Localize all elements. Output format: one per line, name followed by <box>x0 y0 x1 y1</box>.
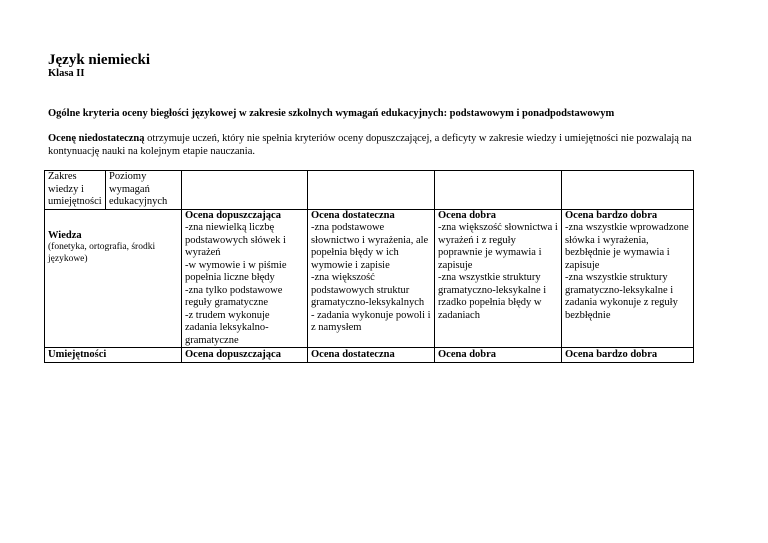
grade-cell-bardzo-dobra <box>562 209 694 348</box>
criteria-heading: Ogólne kryteria oceny biegłości językowej w zakresie szkolnych wymagań edukacyjnych: podstawowym i ponadpodstawowym <box>48 108 615 119</box>
header-empty-cell <box>182 171 308 210</box>
header-empty-cell <box>435 171 562 210</box>
grade-line: -zna wszystkie struktury gramatyczno-leksykalne i zadania wykonuje z reguły bezbłędnie <box>565 272 678 321</box>
document-subtitle: Klasa II <box>48 68 85 79</box>
grade-line: -zna wszystkie struktury gramatyczno-leksykalne i rzadko popełnia błędy w zadaniach <box>438 272 547 321</box>
criteria-table <box>44 170 694 363</box>
header-empty-cell <box>308 171 435 210</box>
umiejetnosci-cell: Umiejętności <box>45 348 182 363</box>
wiedza-sub: (fonetyka, ortografia, środki językowe) <box>48 242 156 264</box>
grade-name: Ocena dostateczna <box>308 348 435 363</box>
grade-line: -zna podstawowe słownictwo i wyrażenia, ale popełnia błędy w ich wymowie i zapisie <box>311 222 429 271</box>
grade-name: Ocena dostateczna <box>311 209 395 221</box>
grade-line: -z trudem wykonuje zadania leksykalno-gramatyczne <box>185 309 270 346</box>
grade-name: Ocena bardzo dobra <box>562 348 694 363</box>
corner-cell-poziomy: Poziomy wymagań edukacyjnych <box>106 171 182 210</box>
grade-cell-dobra <box>435 209 562 348</box>
grade-line: -zna wszystkie wprowadzone słówka i wyrażenia, bezbłędnie je wymawia i zapisuje <box>565 222 689 271</box>
grade-line: -zna większość słownictwa i wyrażeń i z reguły poprawnie je wymawia i zapisuje <box>438 222 558 271</box>
header-empty-cell <box>562 171 694 210</box>
wiedza-cell <box>45 209 182 348</box>
table-header-row <box>45 171 694 210</box>
grade-line: - zadania wykonuje powoli i z namysłem <box>311 309 431 333</box>
wiedza-title: Wiedza <box>48 229 82 241</box>
intro-paragraph <box>48 132 728 158</box>
grade-cell-dostateczna <box>308 209 435 348</box>
corner-cell-zakres: Zakres wiedzy i umiejętności <box>45 171 106 210</box>
grade-line: -zna niewielką liczbę podstawowych słówek i wyrażeń <box>185 222 286 258</box>
grade-name: Ocena dobra <box>435 348 562 363</box>
grade-line: -zna większość podstawowych struktur gramatyczno-leksykalnych <box>311 272 425 308</box>
table-row-wiedza <box>45 209 694 348</box>
wiedza-label <box>48 210 178 243</box>
grade-name: Ocena dopuszczająca <box>182 348 308 363</box>
intro-text: otrzymuje uczeń, który nie spełnia kryteriów oceny dopuszczającej, a deficyty w zakresie wiedzy i umiejętności nie pozwalają na kontynuację nauki na kolejnym etapie nauczania. <box>48 133 692 157</box>
grade-line: -zna tylko podstawowe reguły gramatyczne <box>185 284 283 308</box>
intro-bold: Ocenę niedostateczną <box>48 133 145 144</box>
grade-name: Ocena bardzo dobra <box>565 209 658 221</box>
document-title: Język niemiecki <box>48 52 151 68</box>
grade-name: Ocena dopuszczająca <box>185 209 281 221</box>
grade-name: Ocena dobra <box>438 209 497 221</box>
grade-cell-dopuszczajaca <box>182 209 308 348</box>
grade-line: -w wymowie i w piśmie popełnia liczne błędy <box>185 259 287 283</box>
table-row-umiejetnosci <box>45 348 694 363</box>
